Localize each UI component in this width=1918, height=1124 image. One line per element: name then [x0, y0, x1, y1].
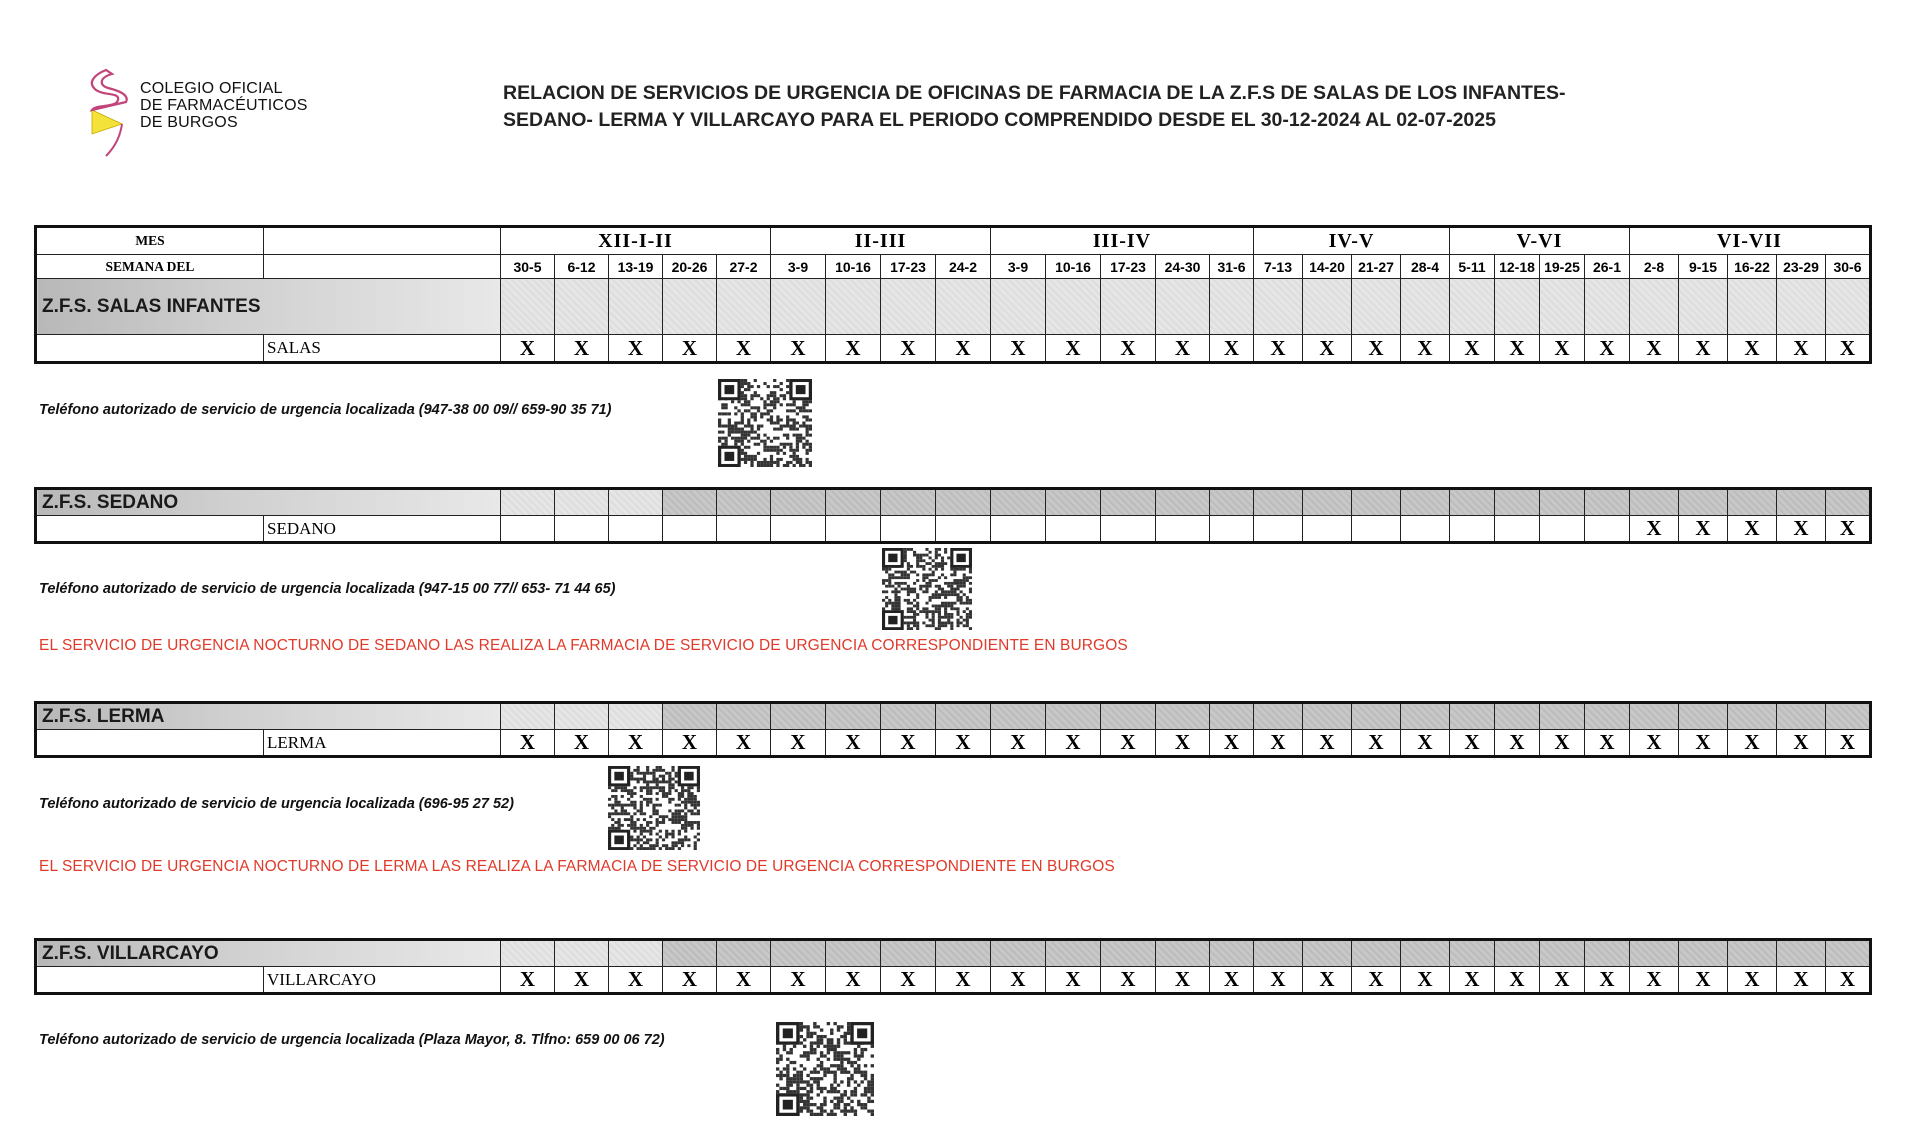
zone-shade-cell	[771, 489, 826, 516]
zone-shade-cell	[1585, 940, 1630, 967]
town-row	[36, 335, 1871, 363]
zone-shade-cell	[1254, 489, 1303, 516]
zone-shade-cell	[1156, 279, 1210, 335]
zone-shade-cell	[1630, 703, 1679, 730]
duty-mark-cell: X	[1585, 967, 1630, 994]
month-header: II-III	[771, 227, 991, 255]
zone-shade-cell	[1401, 279, 1450, 335]
duty-mark-cell	[1210, 516, 1254, 543]
month-header: VI-VII	[1630, 227, 1871, 255]
zone-shade-cell	[1254, 703, 1303, 730]
duty-mark-cell: X	[1101, 335, 1156, 363]
duty-mark-cell: X	[1826, 335, 1871, 363]
duty-mark-cell: X	[991, 335, 1046, 363]
week-header: 21-27	[1352, 255, 1401, 279]
zone-shade-cell	[991, 489, 1046, 516]
duty-mark-cell: X	[717, 967, 771, 994]
zone-shade-cell	[936, 279, 991, 335]
blank-header-cell	[264, 255, 501, 279]
week-header: 10-16	[1046, 255, 1101, 279]
duty-mark-cell	[991, 516, 1046, 543]
zone-row	[36, 940, 1871, 967]
zone-shade-cell	[1826, 489, 1871, 516]
zone-shade-cell	[1728, 703, 1777, 730]
duty-mark-cell: X	[1630, 730, 1679, 757]
duty-mark-cell: X	[826, 730, 881, 757]
duty-mark-cell: X	[771, 967, 826, 994]
week-header: 16-22	[1728, 255, 1777, 279]
zone-label: Z.F.S. SEDANO	[36, 489, 501, 516]
duty-mark-cell: X	[1585, 730, 1630, 757]
zone-shade-cell	[555, 940, 609, 967]
duty-mark-cell: X	[881, 730, 936, 757]
duty-mark-cell: X	[1156, 967, 1210, 994]
zone-shade-cell	[826, 489, 881, 516]
duty-mark-cell: X	[1254, 730, 1303, 757]
month-header: IV-V	[1254, 227, 1450, 255]
zone-shade-cell	[1046, 703, 1101, 730]
duty-mark-cell: X	[991, 730, 1046, 757]
blank-header-cell	[264, 227, 501, 255]
zone-shade-cell	[1495, 489, 1540, 516]
zone-shade-cell	[1210, 489, 1254, 516]
zone-shade-cell	[826, 940, 881, 967]
week-header: 14-20	[1303, 255, 1352, 279]
town-name: LERMA	[264, 730, 501, 757]
zone-shade-cell	[1630, 279, 1679, 335]
week-header: 31-6	[1210, 255, 1254, 279]
zone-shade-cell	[1495, 940, 1540, 967]
duty-mark-cell	[1046, 516, 1101, 543]
duty-mark-cell: X	[555, 967, 609, 994]
title-line-2: SEDANO- LERMA Y VILLARCAYO PARA EL PERIODO COMPRENDIDO DESDE EL 30-12-2024 AL 02-07-2025	[503, 109, 1496, 131]
zone-row	[36, 279, 1871, 335]
zone-shade-cell	[881, 279, 936, 335]
week-header: 6-12	[555, 255, 609, 279]
week-header: 28-4	[1401, 255, 1450, 279]
zone-shade-cell	[1585, 489, 1630, 516]
zone-shade-cell	[1450, 703, 1495, 730]
organization-logo	[86, 68, 316, 158]
duty-mark-cell: X	[555, 730, 609, 757]
month-header-row	[36, 227, 1871, 255]
zone-shade-cell	[1826, 940, 1871, 967]
duty-mark-cell	[1352, 516, 1401, 543]
week-header: 30-6	[1826, 255, 1871, 279]
zone-shade-cell	[1450, 940, 1495, 967]
zone-label: Z.F.S. SALAS INFANTES	[36, 279, 501, 335]
zone-shade-cell	[1046, 279, 1101, 335]
duty-mark-cell: X	[1826, 967, 1871, 994]
duty-mark-cell: X	[1679, 967, 1728, 994]
zone-shade-cell	[826, 279, 881, 335]
duty-mark-cell: X	[1046, 967, 1101, 994]
zone-shade-cell	[1540, 279, 1585, 335]
duty-mark-cell: X	[1540, 335, 1585, 363]
duty-mark-cell: X	[1630, 967, 1679, 994]
logo-emblem-icon	[86, 68, 146, 158]
duty-mark-cell: X	[1254, 967, 1303, 994]
zone-shade-cell	[663, 279, 717, 335]
week-header: 7-13	[1254, 255, 1303, 279]
duty-mark-cell: X	[1630, 516, 1679, 543]
zone-shade-cell	[1156, 489, 1210, 516]
document-title	[503, 80, 1803, 134]
zone-shade-cell	[1156, 940, 1210, 967]
duty-mark-cell	[1156, 516, 1210, 543]
zone-shade-cell	[771, 279, 826, 335]
duty-mark-cell: X	[1728, 730, 1777, 757]
duty-mark-cell: X	[1728, 516, 1777, 543]
duty-mark-cell: X	[1210, 730, 1254, 757]
month-header: III-IV	[991, 227, 1254, 255]
duty-mark-cell: X	[1046, 335, 1101, 363]
qr-code-icon	[608, 766, 700, 850]
week-header: 23-29	[1777, 255, 1826, 279]
duty-mark-cell: X	[663, 730, 717, 757]
zone-shade-cell	[1585, 279, 1630, 335]
duty-mark-cell: X	[1540, 967, 1585, 994]
zone-shade-cell	[1210, 703, 1254, 730]
zone-shade-cell	[1401, 703, 1450, 730]
duty-mark-cell: X	[1046, 730, 1101, 757]
duty-mark-cell: X	[1450, 335, 1495, 363]
duty-mark-cell: X	[1679, 335, 1728, 363]
duty-mark-cell: X	[1777, 730, 1826, 757]
zone-shade-cell	[1777, 489, 1826, 516]
duty-mark-cell	[936, 516, 991, 543]
zone-shade-cell	[1630, 940, 1679, 967]
week-header: 3-9	[771, 255, 826, 279]
salas-schedule-table	[34, 225, 1872, 364]
blank-cell	[36, 730, 264, 757]
zone-shade-cell	[501, 489, 555, 516]
zone-shade-cell	[1303, 703, 1352, 730]
duty-mark-cell	[1101, 516, 1156, 543]
week-header: 24-2	[936, 255, 991, 279]
zone-shade-cell	[1210, 940, 1254, 967]
town-name: SALAS	[264, 335, 501, 363]
duty-mark-cell	[881, 516, 936, 543]
qr-code-icon	[882, 548, 972, 630]
duty-mark-cell: X	[1101, 730, 1156, 757]
zone-shade-cell	[609, 279, 663, 335]
duty-mark-cell: X	[1352, 335, 1401, 363]
blank-cell	[36, 967, 264, 994]
zone-shade-cell	[1101, 940, 1156, 967]
zone-shade-cell	[1540, 489, 1585, 516]
zone-shade-cell	[1450, 489, 1495, 516]
town-row	[36, 967, 1871, 994]
zone-shade-cell	[1679, 703, 1728, 730]
logo-line: DE BURGOS	[140, 114, 238, 131]
duty-mark-cell: X	[1401, 335, 1450, 363]
mes-label: MES	[36, 227, 264, 255]
duty-mark-cell: X	[826, 967, 881, 994]
zone-shade-cell	[1777, 703, 1826, 730]
logo-text	[140, 80, 308, 131]
duty-mark-cell: X	[1450, 967, 1495, 994]
duty-mark-cell: X	[609, 335, 663, 363]
zone-shade-cell	[1101, 703, 1156, 730]
month-header: XII-I-II	[501, 227, 771, 255]
week-header: 12-18	[1495, 255, 1540, 279]
duty-mark-cell: X	[1303, 730, 1352, 757]
week-header: 20-26	[663, 255, 717, 279]
duty-mark-cell	[1401, 516, 1450, 543]
duty-mark-cell: X	[1401, 730, 1450, 757]
zone-shade-cell	[1101, 489, 1156, 516]
duty-mark-cell	[1540, 516, 1585, 543]
duty-mark-cell: X	[1826, 730, 1871, 757]
zone-shade-cell	[936, 940, 991, 967]
duty-mark-cell	[771, 516, 826, 543]
duty-mark-cell	[717, 516, 771, 543]
week-header: 2-8	[1630, 255, 1679, 279]
zone-shade-cell	[1352, 489, 1401, 516]
duty-mark-cell: X	[1156, 335, 1210, 363]
title-line-1: RELACION DE SERVICIOS DE URGENCIA DE OFICINAS DE FARMACIA DE LA Z.F.S DE SALAS DE LOS INFANTES-	[503, 82, 1566, 104]
week-header: 10-16	[826, 255, 881, 279]
duty-mark-cell: X	[1630, 335, 1679, 363]
duty-mark-cell: X	[663, 967, 717, 994]
qr-code-icon	[776, 1022, 874, 1116]
duty-mark-cell: X	[1826, 516, 1871, 543]
zone-shade-cell	[609, 940, 663, 967]
duty-mark-cell: X	[1777, 335, 1826, 363]
duty-mark-cell: X	[936, 730, 991, 757]
semana-label: SEMANA DEL	[36, 255, 264, 279]
zone-shade-cell	[991, 703, 1046, 730]
phone-salas: Teléfono autorizado de servicio de urgencia localizada (947-38 00 09// 659-90 35 71)	[39, 402, 612, 418]
duty-mark-cell: X	[501, 967, 555, 994]
duty-mark-cell: X	[717, 730, 771, 757]
duty-mark-cell	[609, 516, 663, 543]
zone-shade-cell	[1254, 940, 1303, 967]
zone-shade-cell	[1303, 489, 1352, 516]
duty-mark-cell: X	[1777, 516, 1826, 543]
zone-shade-cell	[1826, 703, 1871, 730]
duty-mark-cell	[1495, 516, 1540, 543]
week-header: 9-15	[1679, 255, 1728, 279]
town-name: SEDANO	[264, 516, 501, 543]
zone-shade-cell	[717, 489, 771, 516]
duty-mark-cell: X	[501, 730, 555, 757]
zone-shade-cell	[1630, 489, 1679, 516]
zone-shade-cell	[663, 703, 717, 730]
zone-shade-cell	[609, 703, 663, 730]
duty-mark-cell: X	[1679, 730, 1728, 757]
zone-row	[36, 703, 1871, 730]
duty-mark-cell	[1585, 516, 1630, 543]
duty-mark-cell: X	[881, 967, 936, 994]
zone-shade-cell	[1254, 279, 1303, 335]
duty-mark-cell: X	[1585, 335, 1630, 363]
duty-mark-cell: X	[1401, 967, 1450, 994]
logo-line: DE FARMACÉUTICOS	[140, 97, 308, 114]
week-header-row	[36, 255, 1871, 279]
zone-shade-cell	[881, 940, 936, 967]
phone-villarcayo: Teléfono autorizado de servicio de urgencia localizada (Plaza Mayor, 8. Tlfno: 659 00 06 72)	[39, 1032, 665, 1048]
duty-mark-cell: X	[1728, 335, 1777, 363]
zone-shade-cell	[1495, 279, 1540, 335]
duty-mark-cell: X	[1303, 335, 1352, 363]
week-header: 17-23	[881, 255, 936, 279]
duty-mark-cell: X	[1210, 335, 1254, 363]
zone-shade-cell	[771, 703, 826, 730]
week-header: 26-1	[1585, 255, 1630, 279]
duty-mark-cell: X	[826, 335, 881, 363]
zone-shade-cell	[1679, 940, 1728, 967]
duty-mark-cell: X	[1777, 967, 1826, 994]
month-header: V-VI	[1450, 227, 1630, 255]
duty-mark-cell: X	[1728, 967, 1777, 994]
duty-mark-cell: X	[501, 335, 555, 363]
phone-lerma: Teléfono autorizado de servicio de urgencia localizada (696-95 27 52)	[39, 796, 514, 812]
town-row	[36, 730, 1871, 757]
duty-mark-cell: X	[1495, 335, 1540, 363]
duty-mark-cell: X	[881, 335, 936, 363]
duty-mark-cell: X	[1450, 730, 1495, 757]
zone-label: Z.F.S. LERMA	[36, 703, 501, 730]
duty-mark-cell	[555, 516, 609, 543]
zone-shade-cell	[881, 489, 936, 516]
zone-shade-cell	[1352, 703, 1401, 730]
sedano-schedule-table	[34, 487, 1872, 544]
duty-mark-cell: X	[1352, 730, 1401, 757]
zone-shade-cell	[1540, 703, 1585, 730]
town-row	[36, 516, 1871, 543]
zone-shade-cell	[1352, 279, 1401, 335]
zone-shade-cell	[826, 703, 881, 730]
qr-code-icon	[718, 379, 812, 467]
week-header: 19-25	[1540, 255, 1585, 279]
duty-mark-cell: X	[1303, 967, 1352, 994]
blank-cell	[36, 335, 264, 363]
zone-shade-cell	[1046, 489, 1101, 516]
week-header: 13-19	[609, 255, 663, 279]
duty-mark-cell: X	[936, 335, 991, 363]
duty-mark-cell: X	[1156, 730, 1210, 757]
duty-mark-cell: X	[1254, 335, 1303, 363]
week-header: 27-2	[717, 255, 771, 279]
zone-label: Z.F.S. VILLARCAYO	[36, 940, 501, 967]
zone-shade-cell	[881, 703, 936, 730]
zone-shade-cell	[1728, 279, 1777, 335]
duty-mark-cell	[1303, 516, 1352, 543]
zone-shade-cell	[663, 940, 717, 967]
duty-mark-cell: X	[936, 967, 991, 994]
week-header: 17-23	[1101, 255, 1156, 279]
duty-mark-cell	[501, 516, 555, 543]
zone-shade-cell	[501, 279, 555, 335]
zone-shade-cell	[1450, 279, 1495, 335]
zone-shade-cell	[555, 279, 609, 335]
zone-shade-cell	[1352, 940, 1401, 967]
zone-shade-cell	[991, 940, 1046, 967]
duty-mark-cell: X	[1679, 516, 1728, 543]
duty-mark-cell: X	[1495, 967, 1540, 994]
duty-mark-cell: X	[1352, 967, 1401, 994]
duty-mark-cell: X	[555, 335, 609, 363]
week-header: 3-9	[991, 255, 1046, 279]
blank-cell	[36, 516, 264, 543]
zone-shade-cell	[771, 940, 826, 967]
duty-mark-cell	[1450, 516, 1495, 543]
zone-shade-cell	[555, 703, 609, 730]
zone-shade-cell	[1303, 279, 1352, 335]
duty-mark-cell	[1254, 516, 1303, 543]
duty-mark-cell: X	[609, 967, 663, 994]
zone-shade-cell	[1679, 279, 1728, 335]
zone-shade-cell	[1826, 279, 1871, 335]
zone-shade-cell	[1585, 703, 1630, 730]
week-header: 5-11	[1450, 255, 1495, 279]
lerma-schedule-table	[34, 701, 1872, 758]
zone-shade-cell	[1303, 940, 1352, 967]
zone-shade-cell	[1540, 940, 1585, 967]
duty-mark-cell	[826, 516, 881, 543]
zone-shade-cell	[936, 703, 991, 730]
sedano-night-note: EL SERVICIO DE URGENCIA NOCTURNO DE SEDANO LAS REALIZA LA FARMACIA DE SERVICIO DE URGENCIA CORRESPONDIENTE EN BURGOS	[39, 637, 1128, 654]
zone-shade-cell	[1728, 940, 1777, 967]
zone-shade-cell	[1156, 703, 1210, 730]
zone-shade-cell	[1777, 940, 1826, 967]
duty-mark-cell: X	[663, 335, 717, 363]
duty-mark-cell: X	[1210, 967, 1254, 994]
logo-line: COLEGIO OFICIAL	[140, 80, 283, 97]
zone-shade-cell	[936, 489, 991, 516]
zone-shade-cell	[663, 489, 717, 516]
duty-mark-cell	[663, 516, 717, 543]
villarcayo-schedule-table	[34, 938, 1872, 995]
duty-mark-cell: X	[1540, 730, 1585, 757]
zone-shade-cell	[501, 940, 555, 967]
duty-mark-cell: X	[771, 335, 826, 363]
duty-mark-cell: X	[1495, 730, 1540, 757]
zone-shade-cell	[991, 279, 1046, 335]
duty-mark-cell: X	[991, 967, 1046, 994]
duty-mark-cell: X	[609, 730, 663, 757]
duty-mark-cell: X	[1101, 967, 1156, 994]
zone-row	[36, 489, 1871, 516]
zone-shade-cell	[1046, 940, 1101, 967]
zone-shade-cell	[1401, 940, 1450, 967]
zone-shade-cell	[717, 703, 771, 730]
zone-shade-cell	[1401, 489, 1450, 516]
duty-mark-cell: X	[717, 335, 771, 363]
town-name: VILLARCAYO	[264, 967, 501, 994]
zone-shade-cell	[555, 489, 609, 516]
zone-shade-cell	[1495, 703, 1540, 730]
zone-shade-cell	[1210, 279, 1254, 335]
lerma-night-note: EL SERVICIO DE URGENCIA NOCTURNO DE LERMA LAS REALIZA LA FARMACIA DE SERVICIO DE URGENCIA CORRESPONDIENTE EN BURGOS	[39, 858, 1115, 875]
duty-mark-cell: X	[771, 730, 826, 757]
week-header: 24-30	[1156, 255, 1210, 279]
zone-shade-cell	[717, 279, 771, 335]
week-header: 30-5	[501, 255, 555, 279]
zone-shade-cell	[1101, 279, 1156, 335]
zone-shade-cell	[717, 940, 771, 967]
phone-sedano: Teléfono autorizado de servicio de urgencia localizada (947-15 00 77// 653- 71 44 65)	[39, 581, 616, 597]
zone-shade-cell	[609, 489, 663, 516]
zone-shade-cell	[1679, 489, 1728, 516]
zone-shade-cell	[1728, 489, 1777, 516]
zone-shade-cell	[1777, 279, 1826, 335]
zone-shade-cell	[501, 703, 555, 730]
